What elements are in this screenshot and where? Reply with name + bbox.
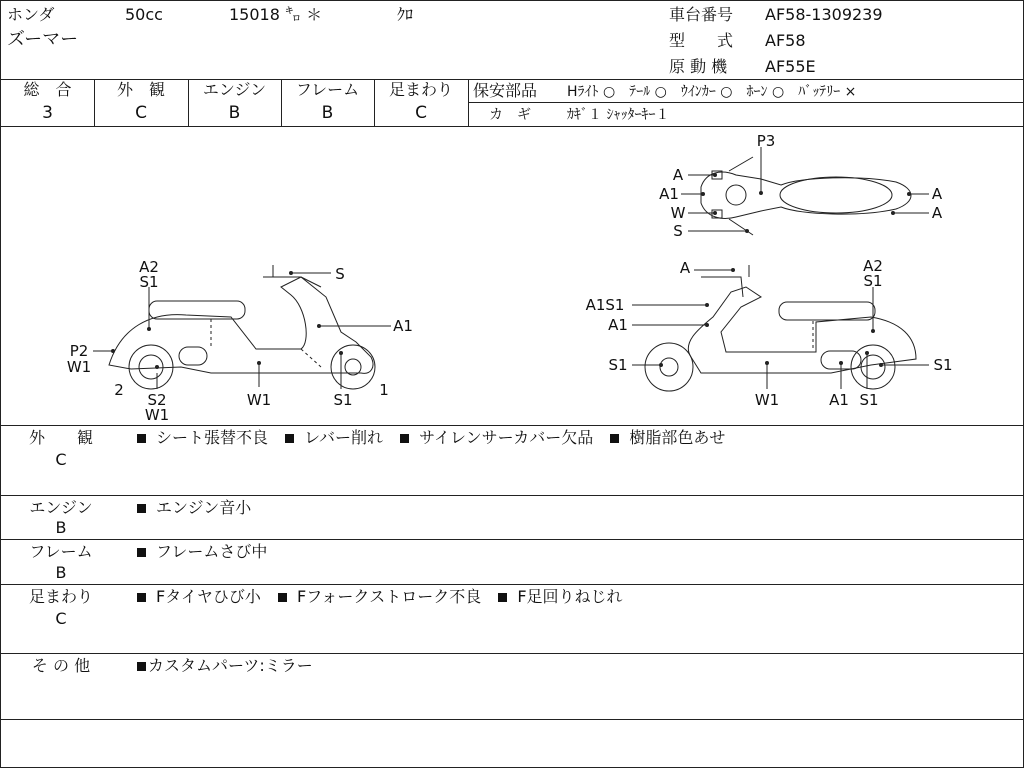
bullet-icon (137, 504, 146, 513)
label-right-a1: A1 (608, 316, 628, 334)
remark-title-frame: フレーム (29, 542, 93, 561)
remark-item: レバー削れ (304, 428, 383, 447)
remark-items-frame (137, 542, 267, 562)
scooter-top-view (701, 157, 911, 235)
divider (1, 425, 1023, 426)
grade-label-total: 総 合 (23, 80, 72, 99)
remark-title-engine: エンジン (29, 498, 93, 517)
label-left-w1: W1 (66, 358, 92, 376)
label-right-s1c: S1 (859, 391, 879, 409)
engine-label: 原 動 機 (669, 57, 728, 76)
remark-title-other: そ の 他 (31, 656, 91, 675)
frame-no-label: 車台番号 (669, 5, 734, 24)
remark-item: F足回りねじれ (517, 587, 623, 606)
grade-value-engine: B (228, 103, 241, 123)
bullet-icon (137, 434, 146, 443)
grade-value-frame: B (321, 103, 334, 123)
bullet-icon (137, 593, 146, 602)
remark-grade-engine: B (55, 518, 67, 537)
remark-item: サイレンサーカバー欠品 (419, 428, 594, 447)
label-top-s: S (673, 222, 683, 240)
remark-title-suspension: 足まわり (28, 587, 93, 606)
divider (468, 79, 469, 126)
bullet-icon (400, 434, 409, 443)
mileage: 15018 ㌔ ＊ (229, 5, 323, 24)
label-right-a: A (679, 259, 691, 277)
divider (1, 495, 1023, 496)
remark-item: カスタムパーツ:ミラー (148, 656, 313, 675)
label-right-s1b: S1 (608, 356, 628, 374)
label-top-a-right1: A (931, 185, 943, 203)
label-left-s1b: S1 (333, 391, 353, 409)
remark-item: シート張替不良 (156, 428, 269, 447)
label-right-w1: W1 (754, 391, 780, 409)
displacement: 50cc (125, 5, 163, 24)
label-left-p2: P2 (69, 342, 89, 360)
label-left-1: 1 (379, 381, 389, 399)
remark-items-other (137, 656, 313, 676)
bullet-icon (278, 593, 287, 602)
remark-grade-exterior: C (55, 450, 67, 469)
label-left-a2: A2 (139, 258, 159, 276)
divider (1, 653, 1023, 654)
grade-label-engine: エンジン (202, 80, 267, 99)
bullet-icon (285, 434, 294, 443)
maker: ホンダ (7, 5, 55, 24)
divider (1, 719, 1023, 720)
label-right-a1s1: A1S1 (585, 296, 625, 314)
engine-value: AF55E (765, 57, 816, 76)
remark-item: フレームさび中 (156, 542, 268, 561)
label-left-w1b: W1 (144, 406, 170, 424)
grade-value-exterior: C (135, 103, 147, 123)
grade-label-frame: フレーム (295, 80, 360, 99)
label-left-a1: A1 (393, 317, 413, 335)
type-label: 型 式 (669, 31, 734, 50)
model-name: ズーマー (7, 29, 79, 50)
label-top-p3: P3 (756, 132, 776, 150)
grade-value-suspension: C (415, 103, 427, 123)
label-top-a-right2: A (931, 204, 943, 222)
remark-item: エンジン音小 (156, 498, 252, 517)
bullet-icon (137, 548, 146, 557)
remark-item: Fフォークストローク不良 (296, 587, 482, 606)
scooter-diagram (1, 127, 1023, 425)
label-top-a1: A1 (659, 185, 679, 203)
label-left-w1c: W1 (246, 391, 272, 409)
label-right-s1d: S1 (933, 356, 953, 374)
divider (468, 102, 1023, 103)
label-left-s2: S2 (147, 391, 167, 409)
grade-label-suspension: 足まわり (388, 80, 453, 99)
remark-item: 樹脂部色あせ (629, 428, 726, 447)
remark-grade-suspension: C (55, 609, 67, 628)
safety-label: 保安部品 (473, 81, 538, 100)
frame-no: AF58-1309239 (765, 5, 883, 24)
safety-items: Hﾗｲﾄ ○ ﾃｰﾙ ○ ｳｲﾝｶｰ ○ ﾎｰﾝ ○ ﾊﾞｯﾃﾘｰ × (567, 84, 857, 100)
key-label: カ ギ (489, 107, 531, 123)
label-top-w: W (670, 204, 686, 222)
label-right-s1: S1 (863, 272, 883, 290)
label-right-a1b: A1 (829, 391, 849, 409)
remark-items-exterior (137, 428, 725, 448)
label-top-a: A (672, 166, 684, 184)
label-left-s: S (335, 265, 345, 283)
remark-title-exterior: 外 観 (28, 428, 93, 447)
bullet-icon (137, 662, 146, 671)
label-left-s1: S1 (139, 273, 159, 291)
key-value: ｶｷﾞ１ ｼｬｯﾀｰｷｰ１ (567, 107, 670, 123)
bullet-icon (498, 593, 507, 602)
label-left-2: 2 (114, 381, 124, 399)
remark-items-engine (137, 498, 251, 518)
type-value: AF58 (765, 31, 806, 50)
remark-item: Fタイヤひび小 (156, 587, 261, 606)
remark-grade-frame: B (55, 563, 67, 582)
remark-items-suspension (137, 587, 623, 607)
divider (1, 584, 1023, 585)
label-right-a2: A2 (863, 257, 883, 275)
bullet-icon (610, 434, 619, 443)
grade-label-exterior: 外 観 (116, 80, 165, 99)
divider (1, 539, 1023, 540)
grade-value-total: 3 (42, 103, 53, 123)
color: ｸﾛ (397, 5, 414, 24)
